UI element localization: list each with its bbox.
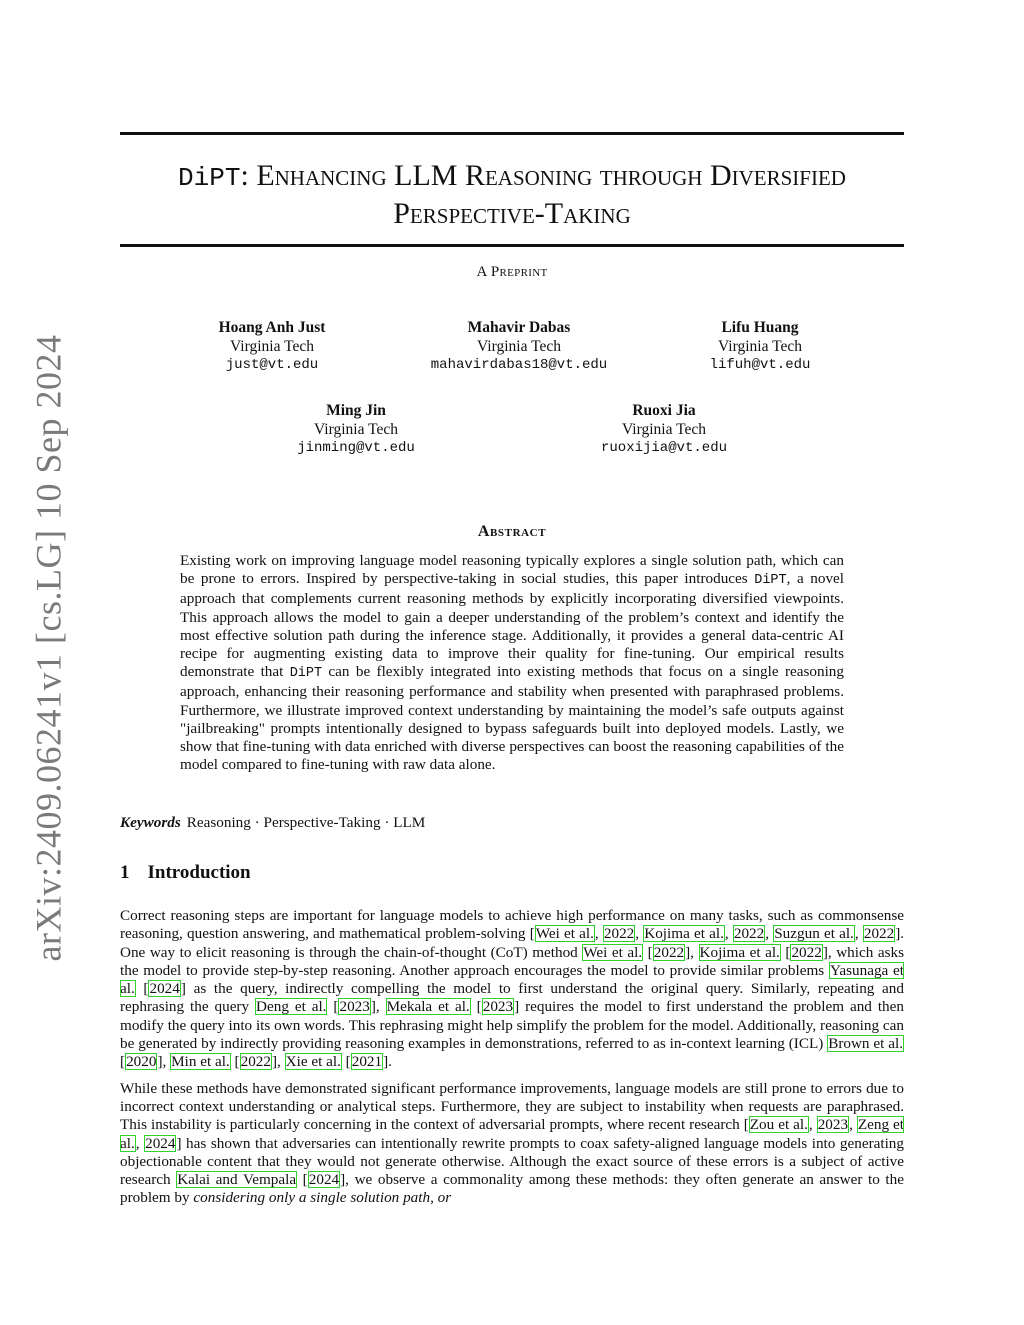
author-email[interactable]: ruoxijia@vt.edu bbox=[600, 440, 728, 456]
author-block bbox=[399, 319, 639, 375]
author-email[interactable]: jinming@vt.edu bbox=[297, 440, 415, 456]
citation-link[interactable]: Suzgun et al. bbox=[774, 925, 854, 943]
citation-link[interactable]: Kojima et al. bbox=[644, 925, 724, 943]
author-name: Lifu Huang bbox=[721, 319, 799, 336]
intro-paragraph bbox=[120, 1080, 904, 1208]
abstract-text: can be flexibly integrated into existing methods that focus on a single reasoning approach, enhancing their reasoning performance and stability when presented with paraphrased problems. Furthermore, we illustrate improved context understanding by maintaining the model’s safe outputs against "jailbreaking" prompts intentionally designed to bypass safeguards built into deployed models. Lastly, we show that fine-tuning with data enriched with diverse perspectives can boost the reasoning capabilities of the model compared to fine-tuning with raw data alone. bbox=[180, 663, 844, 774]
citation-link[interactable]: Kalai and Vempala bbox=[177, 1171, 297, 1189]
abstract-body bbox=[180, 552, 844, 774]
keywords-line bbox=[120, 814, 425, 832]
citation-link[interactable]: Zeng et al. bbox=[120, 1116, 905, 1152]
citation-link[interactable]: 2022 bbox=[240, 1053, 271, 1071]
paragraph-text: , bbox=[635, 925, 644, 943]
author-name: Ming Jin bbox=[326, 402, 386, 419]
paragraph-text: [ bbox=[470, 998, 482, 1016]
citation-link[interactable]: 2022 bbox=[863, 925, 895, 943]
paragraph-text: [ bbox=[327, 998, 339, 1016]
author-block bbox=[152, 319, 392, 375]
citation-link[interactable]: Brown et al. bbox=[828, 1035, 904, 1053]
paragraph-text: While these methods have demonstrated significant performance improvements, language models are still prone to errors due to incorrect context understanding or analytical steps. Furthermore, they are subject to instability when requests are paraphrased. This instability is particularly concerning in the context of adversarial prompts, where recent research [ bbox=[120, 1079, 904, 1134]
citation-link[interactable]: Deng et al. bbox=[256, 998, 327, 1016]
citation-link[interactable]: 2022 bbox=[653, 943, 685, 961]
paper-title bbox=[120, 158, 904, 232]
paragraph-text: ]. bbox=[383, 1053, 392, 1071]
preprint-label: A Preprint bbox=[476, 264, 548, 280]
abstract-text: , a novel approach that complements current reasoning methods by explicitly incorporating diversified viewpoints. This approach allows the model to gain a deeper understanding of the problem’s context and identify the most effective solution path during the inference stage. Additionally, it provides a general data-centric AI recipe for augmenting existing data to improve their quality for fine-tuning. Our empirical results demonstrate that bbox=[180, 570, 844, 681]
paragraph-text: , bbox=[808, 1116, 817, 1134]
citation-link[interactable]: Xie et al. bbox=[285, 1053, 341, 1071]
citation-link[interactable]: 2024 bbox=[149, 980, 180, 998]
keywords-text: Reasoning · Perspective-Taking · LLM bbox=[186, 814, 426, 831]
paragraph-text: , bbox=[765, 925, 774, 943]
author-affiliation: Virginia Tech bbox=[622, 420, 706, 438]
title-line2: Perspective-Taking bbox=[393, 197, 631, 230]
citation-link[interactable]: Mekala et al. bbox=[386, 998, 470, 1016]
paragraph-text: ], bbox=[370, 998, 386, 1016]
citation-link[interactable]: 2023 bbox=[339, 998, 370, 1016]
intro-body bbox=[120, 907, 904, 1216]
author-block bbox=[640, 319, 880, 375]
paragraph-text: , bbox=[594, 925, 603, 943]
citation-link[interactable]: Zou et al. bbox=[749, 1116, 808, 1134]
author-name: Hoang Anh Just bbox=[218, 319, 326, 336]
abstract-text: Existing work on improving language model reasoning typically explores a single solution path, which can be prone to errors. Inspired by perspective-taking in social studies, this paper introduces bbox=[180, 552, 844, 588]
author-affiliation: Virginia Tech bbox=[230, 337, 314, 355]
author-email[interactable]: lifuh@vt.edu bbox=[709, 357, 811, 373]
emphasized-text: considering only a single solution path, or bbox=[193, 1189, 452, 1207]
citation-link[interactable]: Wei et al. bbox=[535, 925, 594, 943]
section-number: 1 bbox=[120, 862, 130, 883]
author-block bbox=[236, 402, 476, 458]
paragraph-text: ], we observe a commonality among these methods: they often generate an answer to the problem by bbox=[120, 1171, 904, 1207]
citation-link[interactable]: Wei et al. bbox=[583, 943, 643, 961]
paragraph-text: [ bbox=[643, 943, 653, 961]
citation-link[interactable]: Min et al. bbox=[171, 1053, 230, 1071]
citation-link[interactable]: Kojima et al. bbox=[699, 943, 780, 961]
abstract-heading: Abstract bbox=[477, 523, 547, 540]
paragraph-text: Correct reasoning steps are important for language models to achieve high performance on many tasks, such as commonsense reasoning, question answering, and mathematical problem-solving [ bbox=[120, 907, 904, 943]
paragraph-text: [ bbox=[341, 1053, 351, 1071]
section-title: Introduction bbox=[147, 862, 251, 883]
title-system-name: DiPT bbox=[178, 163, 241, 193]
paragraph-text: ] has shown that adversaries can intentionally rewrite prompts to coax safety-aligned language models into generating objectionable content that they would not generate otherwise. Although the exact source of these errors is a subject of active research bbox=[120, 1134, 904, 1189]
keywords-label: Keywords bbox=[120, 814, 181, 831]
citation-link[interactable]: 2021 bbox=[351, 1053, 383, 1071]
author-affiliation: Virginia Tech bbox=[477, 337, 561, 355]
citation-link[interactable]: 2024 bbox=[308, 1171, 340, 1189]
author-email[interactable]: just@vt.edu bbox=[225, 357, 319, 373]
paragraph-text: ], bbox=[157, 1053, 171, 1071]
arxiv-stamp bbox=[22, 334, 74, 961]
paragraph-text: ], bbox=[271, 1053, 285, 1071]
citation-link[interactable]: 2020 bbox=[126, 1053, 157, 1071]
intro-paragraph bbox=[120, 907, 904, 1072]
section-heading bbox=[120, 862, 251, 884]
author-name: Ruoxi Jia bbox=[632, 402, 696, 419]
paragraph-text: , bbox=[854, 925, 863, 943]
paragraph-text: [ bbox=[120, 1053, 126, 1071]
abstract-system-name: DiPT bbox=[289, 666, 323, 682]
paragraph-text: , bbox=[724, 925, 733, 943]
title-bottom-rule bbox=[120, 244, 904, 247]
author-affiliation: Virginia Tech bbox=[718, 337, 802, 355]
arxiv-stamp-text: arXiv:2409.06241v1 [cs.LG] 10 Sep 2024 bbox=[28, 334, 69, 961]
abstract-system-name: DiPT bbox=[754, 573, 787, 589]
title-line1: Enhancing LLM Reasoning through Diversified bbox=[256, 159, 846, 192]
paragraph-text: ], bbox=[685, 943, 699, 961]
title-colon: : bbox=[240, 159, 249, 192]
citation-link[interactable]: 2024 bbox=[145, 1134, 176, 1152]
paragraph-text: ]. One way to elicit reasoning is through the chain-of-thought (CoT) method bbox=[120, 925, 905, 961]
citation-link[interactable]: 2022 bbox=[733, 925, 765, 943]
citation-link[interactable]: 2022 bbox=[603, 925, 635, 943]
title-top-rule bbox=[120, 132, 904, 135]
paragraph-text: ] as the query, indirectly compelling the model to first understand the original query. Similarly, repeating and rephrasing the query bbox=[120, 980, 904, 1016]
paragraph-text: , bbox=[135, 1134, 145, 1152]
author-email[interactable]: mahavirdabas18@vt.edu bbox=[430, 357, 608, 373]
paragraph-text: [ bbox=[135, 980, 149, 998]
paragraph-text: ] requires the model to first understand the problem and then modify the query into its own words. This rephrasing might help simplify the problem for the model. Additionally, reasoning can be generated by indirectly providing reasoning examples in demonstrations, referred to as in-context learning (ICL) bbox=[120, 998, 904, 1053]
author-name: Mahavir Dabas bbox=[467, 319, 571, 336]
citation-link[interactable]: 2023 bbox=[482, 998, 514, 1016]
paragraph-text: [ bbox=[780, 943, 791, 961]
paragraph-text: , bbox=[849, 1116, 857, 1134]
paragraph-text: ], which asks the model to provide step-by-step reasoning. Another approach encourages the model to provide similar problems bbox=[120, 943, 904, 979]
citation-link[interactable]: Yasunaga et al. bbox=[120, 961, 904, 998]
author-block bbox=[544, 402, 784, 458]
citation-link[interactable]: 2023 bbox=[817, 1116, 849, 1134]
paragraph-text: [ bbox=[297, 1171, 308, 1189]
citation-link[interactable]: 2022 bbox=[791, 943, 822, 961]
paragraph-text: [ bbox=[230, 1053, 240, 1071]
author-affiliation: Virginia Tech bbox=[314, 420, 398, 438]
